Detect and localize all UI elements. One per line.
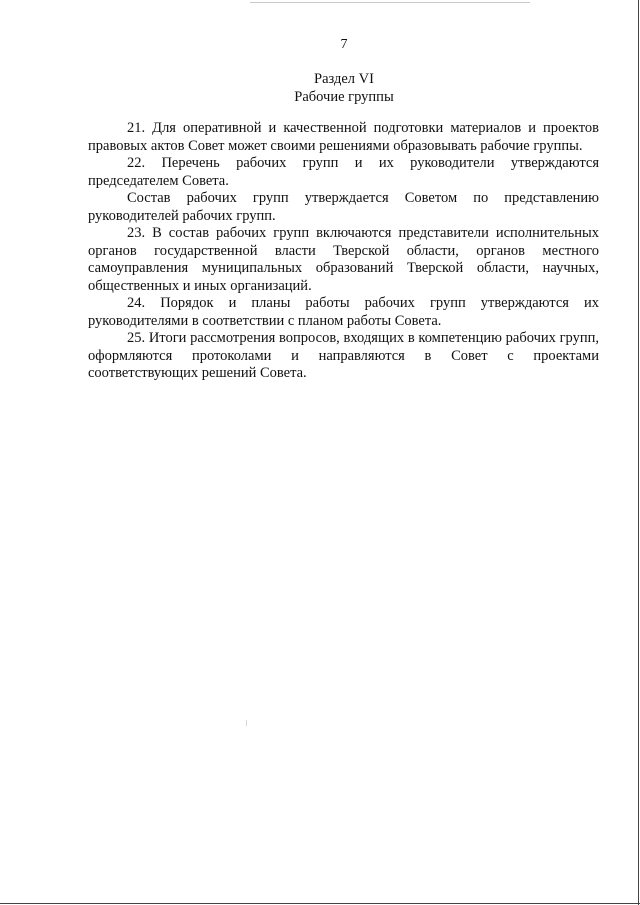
scan-edge-bottom: [0, 903, 640, 904]
section-heading: [88, 70, 600, 106]
page-number: 7: [340, 37, 348, 52]
paragraph-21: 21. Для оперативной и качественной подготовки материалов и проектов правовых актов Совет может своими решениями образовывать рабочие группы.: [88, 120, 599, 154]
scan-artifact-top: [250, 2, 530, 3]
paragraph-23: 23. В состав рабочих групп включаются представители исполнительных органов государственной власти Тверской области, органов местного самоуправления муниципальных образований Тверской области, научных, общественных и иных организаций.: [88, 225, 599, 294]
scan-edge-right: [638, 0, 639, 905]
paragraph-24: 24. Порядок и планы работы рабочих групп утверждаются их руководителями в соответствии с планом работы Совета.: [88, 295, 599, 329]
body-text: [88, 120, 599, 383]
section-title: Раздел VI: [314, 71, 374, 87]
paragraph-22-composition: Состав рабочих групп утверждается Советом по представлению руководителей рабочих групп.: [88, 190, 599, 224]
section-subtitle: Рабочие группы: [294, 89, 394, 105]
scan-artifact-mark: [246, 720, 247, 726]
paragraph-22: 22. Перечень рабочих групп и их руководители утверждаются председателем Совета.: [88, 155, 599, 189]
paragraph-25: 25. Итоги рассмотрения вопросов, входящих в компетенцию рабочих групп, оформляются протоколами и направляются в Совет с проектами соответствующих решений Совета.: [88, 330, 599, 381]
